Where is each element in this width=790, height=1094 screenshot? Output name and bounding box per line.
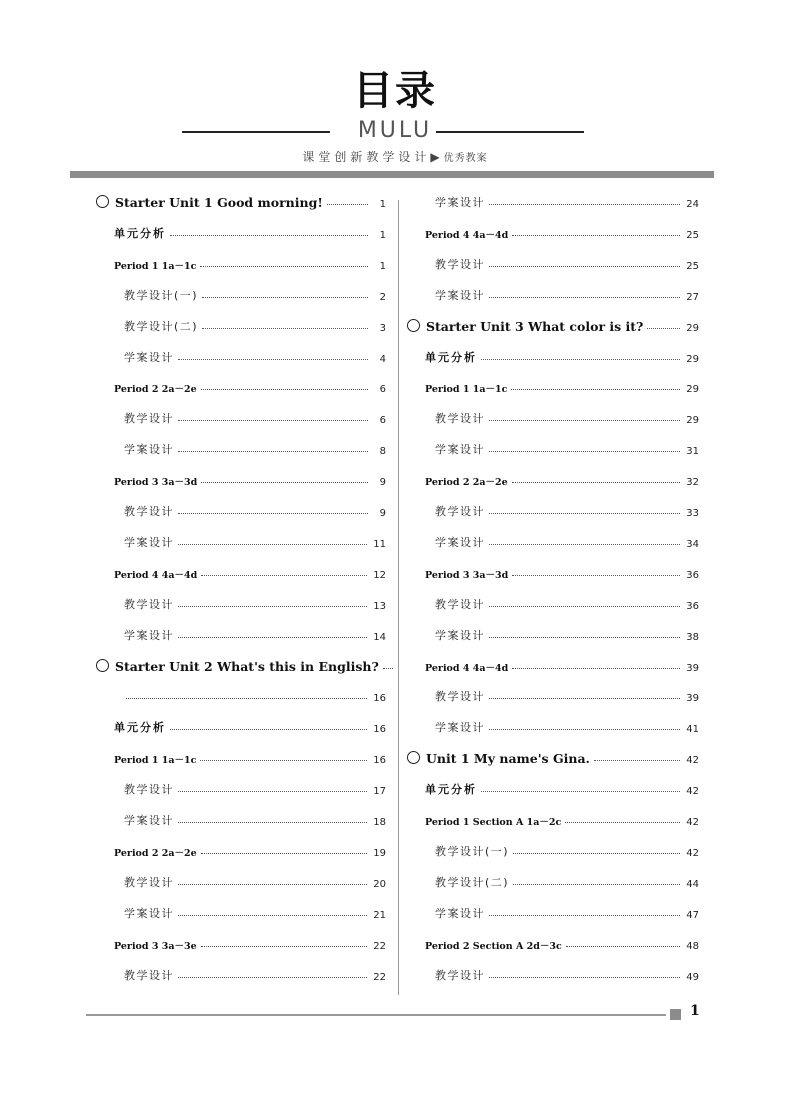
dot-leader [178, 513, 368, 514]
toc-entry-text: 教学设计 [435, 505, 485, 518]
toc-entry-text: 学案设计 [435, 535, 485, 549]
toc-entry-sub[interactable] [407, 437, 699, 457]
toc-entry-unit[interactable] [407, 314, 699, 334]
toc-entry-label [96, 781, 174, 797]
toc-entry-label [96, 627, 174, 643]
circle-bullet-icon [96, 195, 109, 208]
toc-entry-period[interactable] [96, 746, 386, 766]
toc-entry-page: 19 [373, 847, 386, 859]
toc-entry-page: 6 [379, 384, 386, 396]
toc-entry-text: Unit 1 My name's Gina. [426, 751, 590, 767]
dot-leader [513, 853, 680, 854]
play-arrow-icon: ▶ [430, 150, 444, 164]
dot-leader [489, 915, 680, 916]
toc-entry-text: Period 2 Section A 2d－3c [425, 940, 562, 952]
toc-entry-page: 4 [379, 353, 386, 365]
toc-entry-page: 12 [373, 569, 386, 581]
dot-leader [489, 698, 680, 699]
toc-entry-text: 单元分析 [114, 226, 166, 240]
toc-entry-page: 36 [686, 600, 699, 612]
dot-leader [170, 235, 368, 236]
toc-entry-sub[interactable] [407, 684, 699, 704]
toc-entry-label [96, 719, 166, 735]
toc-entry-sub[interactable] [407, 530, 699, 550]
toc-entry-text: Period 1 1a－1c [425, 384, 508, 396]
toc-entry-page: 29 [686, 384, 699, 396]
toc-entry-page: 31 [686, 446, 699, 458]
toc-entry-text: 学案设计 [435, 443, 485, 457]
toc-entry-sub[interactable] [96, 901, 386, 921]
toc-entry-page: 20 [373, 878, 386, 890]
toc-entry-label [96, 534, 174, 550]
book-series-line [0, 149, 790, 167]
toc-entry-period[interactable] [96, 932, 386, 952]
toc-entry-page: 17 [373, 786, 386, 798]
toc-entry-unit[interactable] [96, 654, 386, 674]
toc-entry-label [407, 874, 509, 890]
toc-entry-page: 14 [373, 631, 386, 643]
toc-entry-text: 单元分析 [425, 350, 477, 364]
toc-entry-label [407, 719, 485, 735]
toc-entry-page: 39 [686, 662, 699, 674]
toc-entry-label [407, 567, 508, 581]
toc-entry-sub[interactable] [96, 283, 386, 303]
toc-entry-label [96, 812, 174, 828]
toc-entry-sub[interactable] [96, 808, 386, 828]
toc-entry-page: 48 [686, 940, 699, 952]
toc-entry-label [96, 845, 197, 859]
dot-leader [201, 946, 368, 947]
toc-entry-period[interactable] [96, 468, 386, 488]
dot-leader [512, 235, 680, 236]
dot-leader [489, 451, 680, 452]
dot-leader [201, 389, 368, 390]
toc-entry-page: 29 [686, 322, 699, 334]
toc-entry-sub[interactable] [407, 252, 699, 272]
toc-entry-text: 学案设计 [435, 721, 485, 735]
toc-entry-page: 21 [373, 909, 386, 921]
toc-entry-text: Period 4 4a－4d [425, 229, 509, 241]
toc-entry-text: 学案设计 [124, 628, 174, 642]
toc-entry-period[interactable] [407, 468, 699, 488]
dot-leader [489, 420, 680, 421]
toc-entry-sub[interactable] [407, 499, 699, 519]
toc-entry-text: Period 3 3a－3e [114, 940, 197, 952]
toc-entry-page: 33 [686, 508, 699, 519]
book-series-name: 课堂创新教学设计 [302, 150, 431, 164]
dot-leader [489, 266, 680, 267]
toc-entry-sub[interactable] [407, 592, 699, 612]
toc-entry-text: 教学设计 [124, 783, 174, 797]
toc-entry-text: 学案设计 [124, 814, 174, 827]
toc-entry-page: 1 [379, 229, 386, 241]
dot-leader [178, 451, 368, 452]
toc-entry-sub[interactable] [407, 623, 699, 643]
toc-entry-label [407, 410, 485, 426]
dot-leader [178, 884, 367, 885]
dot-leader [201, 853, 368, 854]
toc-entry-text: 教学设计(二) [124, 319, 199, 333]
toc-entry-text: Period 3 3a－3d [425, 569, 509, 581]
toc-entry-label [96, 967, 174, 983]
toc-entry-text: 教学设计 [435, 412, 485, 426]
toc-entry-text: 学案设计 [124, 906, 174, 920]
dot-leader [327, 204, 368, 205]
toc-entry-sub[interactable] [96, 530, 386, 550]
toc-entry-section[interactable] [96, 221, 386, 241]
toc-entry-label [96, 410, 174, 426]
dot-leader [178, 359, 368, 360]
dot-leader [202, 328, 368, 329]
toc-entry-page: 2 [379, 291, 386, 303]
toc-entry-text: Starter Unit 3 What color is it? [426, 318, 644, 334]
toc-entry-label [407, 781, 477, 797]
dot-leader [383, 668, 393, 669]
toc-entry-label [407, 381, 507, 395]
toc-entry-text: 教学设计(一) [124, 288, 199, 302]
dot-leader [566, 946, 680, 947]
toc-entry-label [407, 287, 485, 303]
dot-leader [513, 884, 680, 885]
toc-entry-period[interactable] [96, 375, 386, 395]
toc-entry-text: 学案设计 [435, 906, 485, 920]
toc-entry-text: Period 4 4a－4d [114, 569, 198, 581]
circle-bullet-icon [407, 319, 420, 332]
toc-entry-sub[interactable] [96, 499, 386, 519]
toc-entry-section[interactable] [96, 715, 386, 735]
toc-entry-label [96, 441, 174, 457]
title-pinyin: MULU [357, 118, 433, 143]
page-number: 1 [690, 1003, 700, 1019]
toc-entry-sub[interactable] [407, 715, 699, 735]
title-rule-right [436, 131, 584, 133]
dot-leader [178, 637, 367, 638]
toc-entry-text: Period 2 2a－2e [114, 847, 197, 859]
toc-entry-sub[interactable] [96, 592, 386, 612]
toc-entry-label [407, 194, 485, 210]
toc-entry-label [407, 843, 509, 859]
toc-entry-page: 47 [686, 909, 699, 921]
toc-entry-label [407, 227, 508, 241]
circle-bullet-icon [407, 751, 420, 764]
toc-entry-label [407, 319, 643, 334]
toc-entry-period[interactable] [407, 561, 699, 581]
dot-leader [481, 359, 680, 360]
toc-entry-period[interactable] [407, 932, 699, 952]
toc-entry-page: 25 [686, 260, 699, 272]
toc-entry-page: 13 [373, 600, 386, 612]
footer-square-icon [670, 1009, 681, 1020]
toc-entry-sub[interactable] [96, 963, 386, 983]
toc-entry-text: Period 2 2a－2e [114, 384, 197, 396]
toc-entry-label [96, 195, 323, 210]
page-header [0, 0, 790, 180]
toc-entry-page: 32 [686, 477, 699, 489]
dot-leader [512, 668, 680, 669]
dot-leader [178, 977, 367, 978]
dot-leader [489, 977, 680, 978]
toc-entry-section[interactable] [407, 345, 699, 365]
circle-bullet-icon [96, 659, 109, 672]
toc-entry-unit[interactable] [96, 190, 386, 210]
dot-leader [512, 575, 680, 576]
toc-entry-text: 教学设计 [435, 597, 485, 611]
dot-leader [647, 328, 680, 329]
toc-entry-period[interactable] [96, 561, 386, 581]
dot-leader [201, 575, 367, 576]
toc-entry-label [96, 474, 197, 488]
toc-entry-text: 教学设计(一) [435, 844, 510, 858]
dot-leader [512, 482, 681, 483]
toc-entry-page: 22 [373, 971, 386, 983]
toc-entry-sub[interactable] [96, 437, 386, 457]
toc-entry-text: 学案设计 [435, 628, 485, 642]
dot-leader [594, 760, 680, 761]
toc-entry-page: 34 [686, 538, 699, 550]
toc-entry-sub[interactable] [96, 406, 386, 426]
toc-entry-page: 22 [373, 940, 386, 952]
toc-entry-period[interactable] [407, 654, 699, 674]
toc-entry-label [96, 938, 197, 952]
toc-entry-text: 教学设计 [124, 597, 174, 611]
dot-leader [178, 791, 367, 792]
toc-entry-label [96, 225, 166, 241]
toc-entry-text: 教学设计(二) [435, 875, 510, 889]
toc-entry-page: 49 [686, 971, 699, 983]
toc-entry-period[interactable] [96, 252, 386, 272]
toc-entry-sub[interactable] [407, 283, 699, 303]
toc-entry-text: 教学设计 [124, 968, 174, 982]
toc-entry-label [96, 503, 174, 519]
toc-entry-label [407, 596, 485, 612]
toc-entry-label [407, 814, 561, 828]
toc-entry-period[interactable] [407, 221, 699, 241]
toc-entry-text: 单元分析 [425, 783, 477, 797]
toc-entry-text: Period 2 2a－2e [425, 477, 508, 489]
toc-entry-page: 42 [686, 847, 699, 859]
toc-entry-text: 教学设计 [124, 412, 174, 426]
dot-leader [202, 297, 368, 298]
dot-leader [489, 729, 680, 730]
toc-entry-page: 9 [379, 508, 386, 519]
toc-entry-page: 41 [686, 724, 699, 736]
toc-entry-label [407, 967, 485, 983]
toc-entry-text: Starter Unit 2 What's this in English? [115, 658, 379, 674]
toc-entry-page: 42 [686, 755, 699, 767]
toc-entry-label [407, 256, 485, 272]
toc-entry-label [96, 874, 174, 890]
toc-entry-text: 教学设计 [435, 968, 485, 982]
toc-entry-label [407, 349, 477, 365]
dot-leader [178, 544, 367, 545]
toc-entry-text: 学案设计 [124, 350, 174, 364]
column-divider [398, 200, 399, 995]
toc-entry-sub[interactable] [96, 777, 386, 797]
toc-entry-label [96, 381, 197, 395]
dot-leader [565, 822, 680, 823]
toc-entry-text: 学案设计 [435, 196, 485, 209]
toc-entry-sub[interactable] [407, 963, 699, 983]
toc-entry-label [407, 751, 590, 766]
dot-leader [178, 822, 367, 823]
toc-entry-page: 27 [686, 291, 699, 303]
toc-entry-page: 39 [686, 693, 699, 705]
toc-entry-page: 42 [686, 817, 699, 828]
dot-leader [489, 297, 680, 298]
toc-entry-sub[interactable] [407, 406, 699, 426]
footer-rule [86, 1014, 666, 1016]
toc-entry-sub[interactable] [96, 623, 386, 643]
toc-entry-label [407, 441, 485, 457]
toc-entry-page: 29 [686, 353, 699, 365]
toc-entry-label [96, 287, 198, 303]
toc-entry-page: 9 [379, 477, 386, 489]
dot-leader [178, 606, 367, 607]
toc-entry-label [96, 258, 196, 272]
dot-leader [489, 637, 680, 638]
toc-entry-text: Period 1 1a－1c [114, 260, 197, 272]
toc-entry-label [96, 596, 174, 612]
toc-entry-text: 单元分析 [114, 721, 166, 735]
toc-entry-page: 44 [686, 878, 699, 890]
toc-entry-page: 6 [379, 415, 386, 427]
toc-entry-page: 16 [373, 693, 386, 705]
dot-leader [178, 420, 368, 421]
toc-entry-text: 学案设计 [124, 443, 174, 457]
toc-entry-page: 16 [373, 755, 386, 767]
toc-entry-sub[interactable] [407, 901, 699, 921]
toc-entry-page: 3 [379, 322, 386, 334]
dot-leader [489, 204, 680, 205]
toc-entry-page: 8 [379, 446, 386, 458]
toc-entry-text: 学案设计 [124, 535, 174, 549]
dot-leader [489, 544, 680, 545]
toc-entry-text: Period 1 1a－1c [114, 755, 197, 767]
toc-entry-text: Period 4 4a－4d [425, 662, 509, 674]
dot-leader [201, 482, 368, 483]
toc-entry-section[interactable] [407, 777, 699, 797]
dot-leader [511, 389, 680, 390]
toc-entry-label [96, 349, 174, 365]
toc-entry-sub[interactable] [96, 314, 386, 334]
dot-leader [200, 760, 367, 761]
dot-leader [489, 513, 680, 514]
toc-entry-text: Starter Unit 1 Good morning! [115, 195, 323, 210]
toc-entry-sub[interactable] [407, 190, 699, 210]
dot-leader [126, 698, 367, 699]
toc-entry-period[interactable] [407, 375, 699, 395]
dot-leader [178, 915, 367, 916]
toc-entry-text: 教学设计 [124, 505, 174, 518]
toc-entry-period[interactable] [96, 839, 386, 859]
page-title: 目录 [353, 68, 437, 114]
toc-entry-page: 1 [379, 199, 386, 210]
toc-entry-label [407, 534, 485, 550]
toc-entry-label [96, 905, 174, 921]
toc-entry-page: 24 [686, 199, 699, 210]
toc-entry-period[interactable] [407, 808, 699, 828]
dot-leader [170, 729, 367, 730]
toc-entry-text: 学案设计 [435, 288, 485, 302]
toc-entry-text: Period 3 3a－3d [114, 477, 198, 489]
toc-entry-sub[interactable] [96, 870, 386, 890]
toc-entry-label [96, 659, 379, 674]
toc-entry-page: 42 [686, 786, 699, 798]
toc-entry-sub[interactable] [407, 870, 699, 890]
toc-entry-label [407, 938, 562, 952]
dot-leader [200, 266, 368, 267]
header-bar [70, 171, 714, 178]
toc-entry-page: 29 [686, 415, 699, 427]
toc-entry-text: Period 1 Section A 1a－2c [425, 817, 562, 828]
toc-entry-label [407, 688, 485, 704]
toc-entry-label [407, 905, 485, 921]
toc-entry-page: 16 [373, 724, 386, 736]
toc-entry-text: 教学设计 [435, 690, 485, 704]
dot-leader [481, 791, 680, 792]
toc-entry-label [96, 567, 197, 581]
toc-entry-cont[interactable] [96, 684, 386, 704]
toc-entry-label [407, 627, 485, 643]
toc-entry-text: 教学设计 [435, 257, 485, 271]
toc-entry-text: 教学设计 [124, 875, 174, 889]
toc-entry-page: 38 [686, 631, 699, 643]
toc-entry-sub[interactable] [407, 839, 699, 859]
toc-entry-page: 36 [686, 569, 699, 581]
dot-leader [489, 606, 680, 607]
toc-entry-label [407, 660, 508, 674]
toc-entry-page: 18 [373, 817, 386, 828]
toc-entry-page: 11 [373, 538, 386, 550]
toc-entry-label [407, 503, 485, 519]
toc-entry-sub[interactable] [96, 345, 386, 365]
toc-entry-unit[interactable] [407, 746, 699, 766]
toc-entry-label [407, 474, 508, 488]
toc-entry-label [96, 752, 196, 766]
toc-entry-page: 1 [379, 260, 386, 272]
toc-entry-page: 25 [686, 229, 699, 241]
book-series-tag: 优秀教案 [443, 153, 488, 164]
toc-entry-label [96, 318, 198, 334]
